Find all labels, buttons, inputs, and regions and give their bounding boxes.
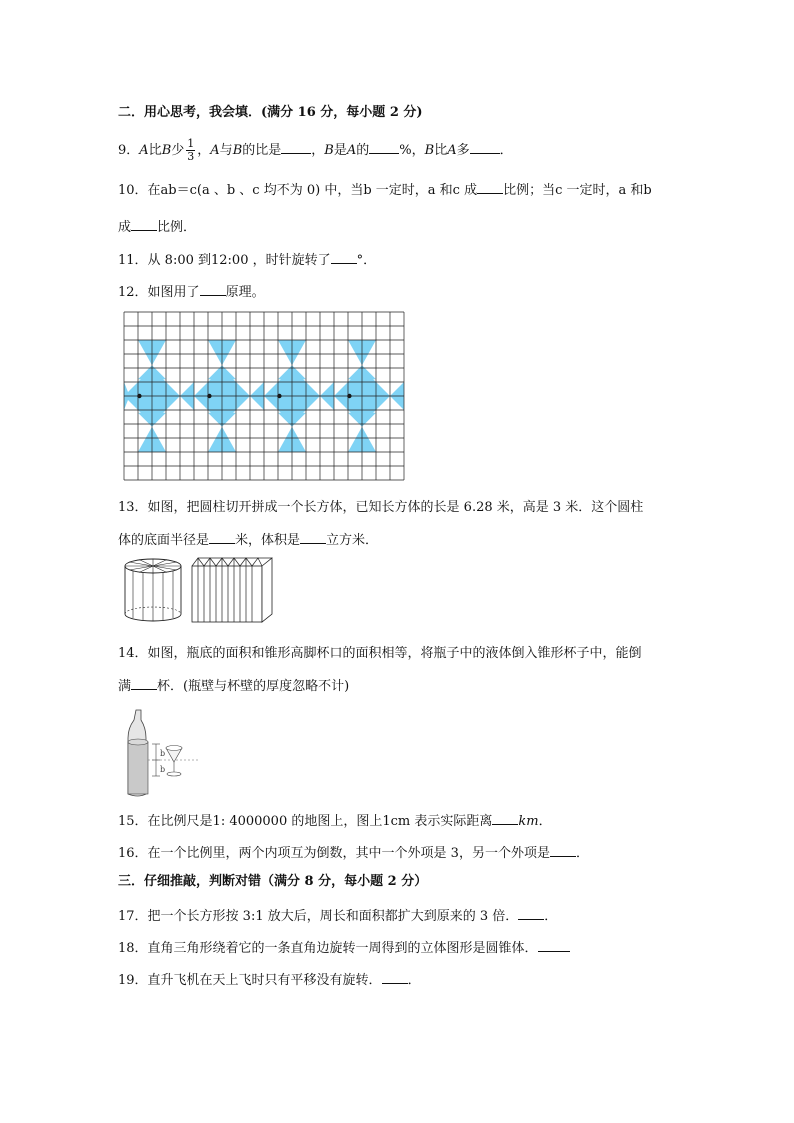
answer-blank[interactable] [492,811,518,825]
q9-text: 比 [148,143,162,158]
q14-number: 14． [118,646,148,661]
q9-text: 比 [434,143,448,158]
q11-text: 从 8:00 到12:00 ，时针旋转了 [147,253,331,268]
answer-blank[interactable] [550,843,576,857]
q9-text: ． [499,143,513,158]
q18-text: 直角三角形绕着它的一条直角边旋转一周得到的立体图形是圆锥体． [147,941,538,956]
var-b: B [324,143,334,158]
cylinder-sliced-figure [120,556,186,624]
answer-blank[interactable] [369,140,399,154]
q10-text: 成 [118,220,132,235]
answer-blank[interactable] [518,906,544,920]
var-a: A [447,143,457,158]
fraction-one-third [186,138,195,163]
bottle-height-label: b [160,749,166,758]
q14-text: 满 [118,679,132,694]
var-b: B [161,143,172,158]
q15-unit: km [518,814,539,829]
section-2-title: 二．用心思考，我会填．(满分 16 分，每小题 2 分) [118,105,423,120]
q12-text: 原理。 [225,285,265,300]
q9-text: 多 [456,143,470,158]
q9-text: ， [311,143,325,158]
q9-text: 少 [171,143,185,158]
question-14-line-2 [118,676,349,696]
answer-blank[interactable] [200,282,226,296]
q17-number: 17． [118,909,148,924]
goblet-height-label: b [160,765,166,774]
question-14 [118,645,642,663]
fraction-numerator: 1 [187,137,195,150]
question-10-line-2 [118,217,196,237]
q10-number: 10． [118,183,148,198]
translation-pattern-grid-figure [124,312,408,482]
question-19 [118,970,421,990]
question-18 [118,938,570,958]
answer-blank[interactable] [300,530,326,544]
question-9 [118,138,513,163]
question-10 [118,180,652,200]
question-11 [118,250,376,270]
var-a: A [210,143,220,158]
section-3-title: 三．仔细推敲，判断对错（满分 8 分，每小题 2 分） [118,874,428,889]
q10-text: 比例；当c 一定时，a 和b [503,183,652,198]
q19-text: ． [407,973,421,988]
answer-blank[interactable] [470,140,500,154]
answer-blank[interactable] [477,180,503,194]
question-15 [118,811,552,831]
q14-text: 杯．(瓶壁与杯壁的厚度忽略不计) [157,679,350,694]
q15-text: 在比例尺是1: 4000000 的地图上，图上1cm 表示实际距离 [147,814,493,829]
q16-text: 在一个比例里，两个内项互为倒数，其中一个外项是 3，另一个外项是 [147,846,550,861]
q19-text: 直升飞机在天上飞时只有平移没有旋转． [147,973,382,988]
bottle-and-goblet-figure [124,706,204,802]
var-a: A [139,143,149,158]
q9-text: 的 [356,143,370,158]
var-b: B [424,143,435,158]
question-16 [118,843,589,863]
var-b: B [232,143,243,158]
q13-number: 13． [118,500,148,515]
q11-text: °． [356,253,377,268]
answer-blank[interactable] [538,938,570,952]
answer-blank[interactable] [131,676,157,690]
fraction-denominator: 3 [187,150,195,163]
q17-text: ． [544,909,558,924]
question-17 [118,906,557,926]
q14-text: 如图，瓶底的面积和锥形高脚杯口的面积相等，将瓶子中的液体倒入锥形杯子中，能倒 [147,646,642,661]
q16-number: 16． [118,846,148,861]
q9-text: ， [197,143,211,158]
q18-number: 18． [118,941,148,956]
q10-text: 比例． [157,220,197,235]
answer-blank[interactable] [281,140,311,154]
q9-text: 的比是 [242,143,282,158]
q13-text: 米，体积是 [235,533,301,548]
question-13-line-2 [118,530,378,550]
q15-number: 15． [118,814,148,829]
answer-blank[interactable] [131,217,157,231]
question-13 [118,499,643,517]
rectangular-prism-figure [190,556,274,624]
q13-text: 立方米． [326,533,379,548]
q9-number: 9． [118,143,140,158]
var-a: A [346,143,357,158]
q17-text: 把一个长方形按 3:1 放大后，周长和面积都扩大到原来的 3 倍． [147,909,519,924]
q9-text: %， [399,143,425,158]
q13-text: 体的底面半径是 [118,533,210,548]
q12-text: 如图用了 [147,285,200,300]
question-12 [118,282,265,302]
q15-text: ． [538,814,552,829]
q16-text: ． [575,846,589,861]
q19-number: 19． [118,973,148,988]
answer-blank[interactable] [331,250,357,264]
q12-number: 12． [118,285,148,300]
answer-blank[interactable] [209,530,235,544]
q9-text: 是 [333,143,347,158]
q13-text: 如图，把圆柱切开拼成一个长方体，已知长方体的长是 6.28 米，高是 3 米．这个圆柱 [147,500,644,515]
q10-text: 在ab＝c(a 、b 、c 均不为 0) 中，当b 一定时，a 和c 成 [147,183,478,198]
q11-number: 11． [118,253,148,268]
q9-text: 与 [219,143,233,158]
answer-blank[interactable] [382,970,408,984]
